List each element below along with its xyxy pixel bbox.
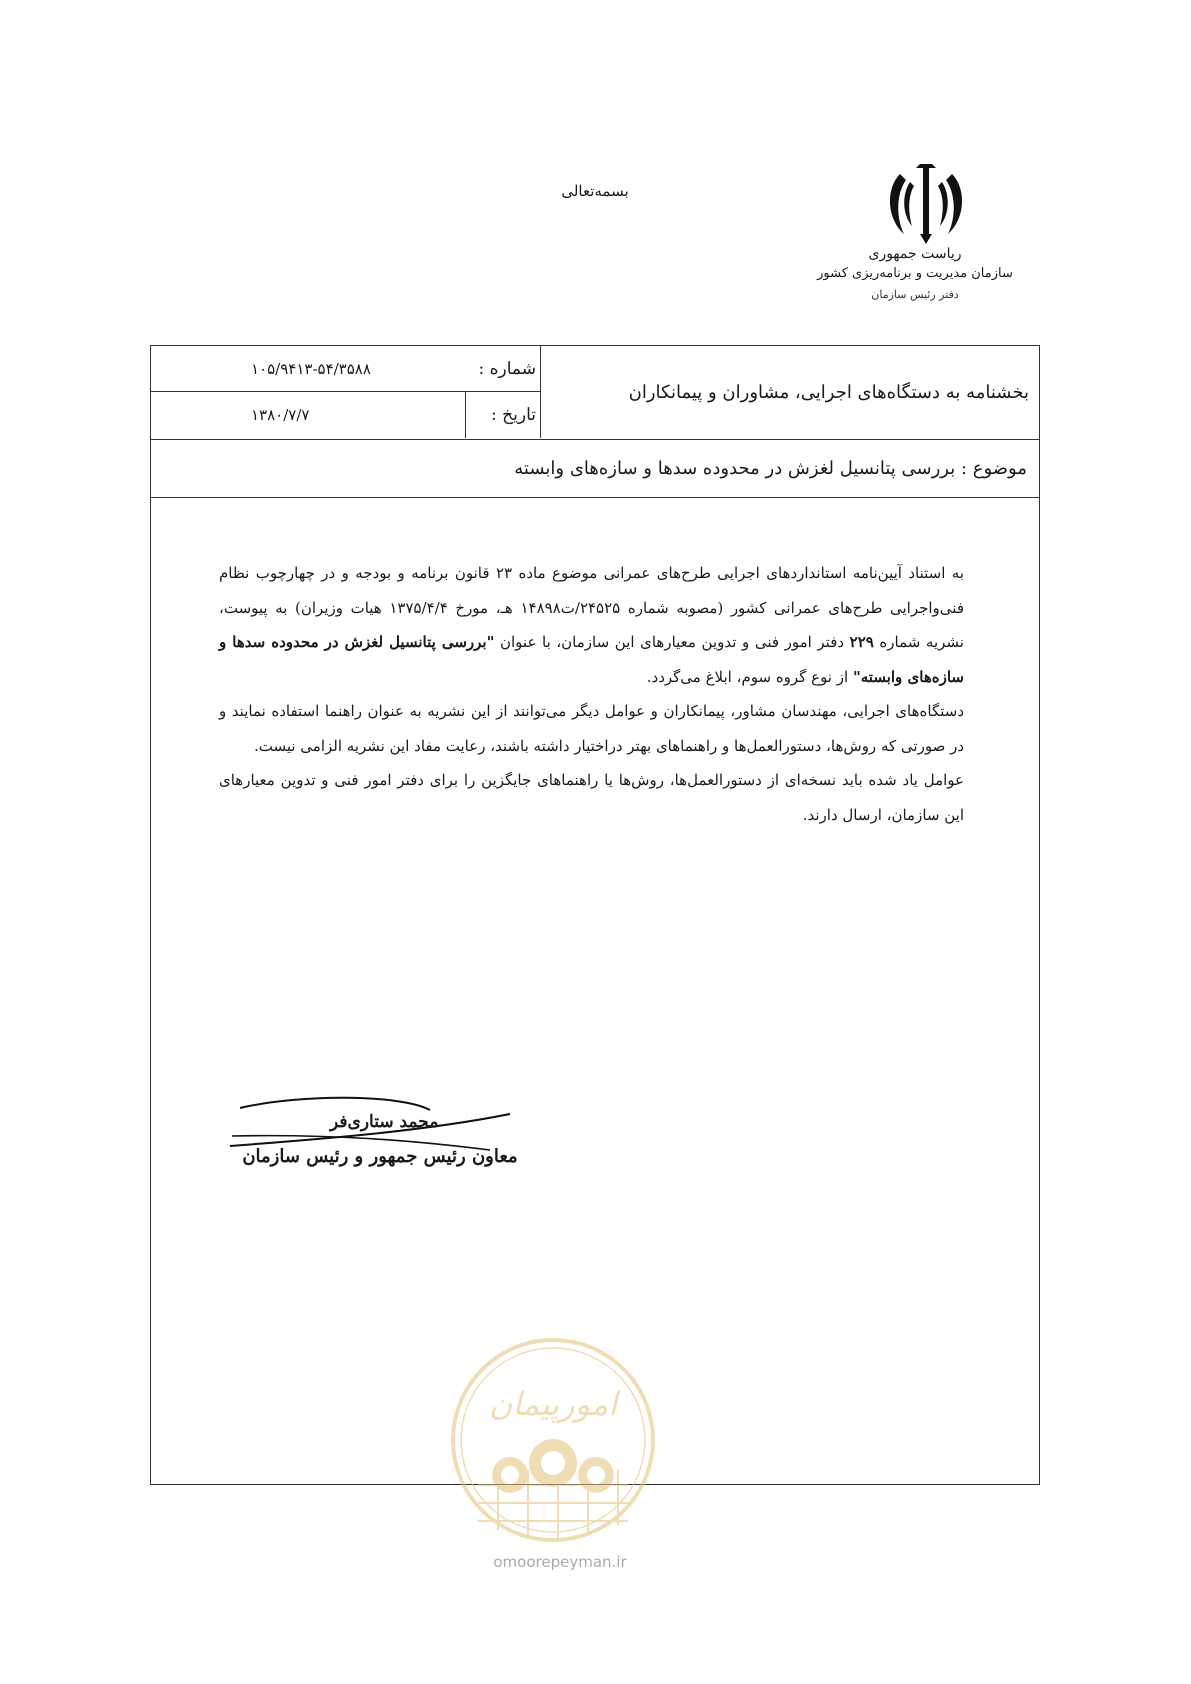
paragraph-1-text-c: از نوع گروه سوم، ابلاغ می‌گردد. <box>646 667 849 686</box>
paragraph-2: دستگاه‌های اجرایی، مهندسان مشاور، پیمانکاران و عوامل دیگر می‌توانند از این نشریه به عنوان راهنما استفاده نمایند و در صورتی که روش‌ها، دستورالعمل‌ها و راهنماهای بهتر دراختیار داشته باشند، رعایت مفاد این نشریه الزامی نیست. <box>219 702 964 755</box>
watermark-logo <box>448 1335 658 1545</box>
letter-header-table <box>151 346 1039 440</box>
number-value: ۱۰۵/۹۴۱۳-۵۴/۳۵۸۸ <box>251 359 371 378</box>
signatory-name: محمد ستاری‌فر <box>330 1112 439 1132</box>
organization-header <box>790 244 1040 306</box>
basmala: بسمه‌تعالی <box>561 182 629 200</box>
number-row <box>151 346 540 392</box>
org-line-organization: سازمان مدیریت و برنامه‌ریزی کشور <box>817 266 1013 281</box>
letter-meta <box>151 346 541 438</box>
publication-number: ۲۲۹ <box>849 633 874 651</box>
org-line-office: دفتر رئیس سازمان <box>871 288 959 301</box>
date-value: ۱۳۸۰/۷/۷ <box>251 406 310 424</box>
iran-emblem-icon <box>880 160 972 250</box>
paragraph-1 <box>219 556 964 694</box>
paragraph-1-text-a: به استناد آیین‌نامه استانداردهای اجرایی طرح‌های عمرانی موضوع ماده ۲۳ قانون برنامه و بودجه و در چهارچوب نظام فنی‌واجرایی طرح‌های عمرانی کشور (مصوبه شماره ۲۴۵۲۵/ت۱۴۸۹۸ هـ، مورخ ۱۳۷۵/۴/۴ هیات وزیران) به پیوست، نشریه شماره <box>219 564 965 651</box>
org-line-presidency: ریاست جمهوری <box>868 246 962 262</box>
number-label: شماره : <box>478 358 536 379</box>
letter-body <box>219 556 964 832</box>
signature-block <box>220 1080 540 1190</box>
recipients: بخشنامه به دستگاه‌های اجرایی، مشاوران و پیمانکاران <box>628 381 1029 403</box>
subject-line: موضوع : بررسی پتانسیل لغزش در محدوده سدها و سازه‌های وابسته <box>151 440 1039 498</box>
paragraph-1-text-b: دفتر امور فنی و تدوین معیارهای این سازمان، با عنوان <box>500 633 845 651</box>
watermark-logo-text: امورپیمان <box>488 1385 618 1423</box>
signatory-title: معاون رئیس جمهور و رئیس سازمان <box>242 1146 518 1167</box>
signature-stroke <box>220 1080 540 1190</box>
date-label: تاریخ : <box>465 392 540 438</box>
date-row <box>151 392 540 438</box>
letter-frame <box>150 345 1040 1485</box>
paragraph-3: عوامل یاد شده باید نسخه‌ای از دستورالعمل‌ها، روش‌ها یا راهنماهای جایگزین را برای دفتر امور فنی و تدوین معیارهای این سازمان، ارسال دارند. <box>219 771 964 824</box>
watermark-site: omoorepeyman.ir <box>493 1553 627 1571</box>
publication-title: "بررسی پتانسیل لغزش در محدوده سدها و سازه‌های وابسته" <box>219 633 964 686</box>
